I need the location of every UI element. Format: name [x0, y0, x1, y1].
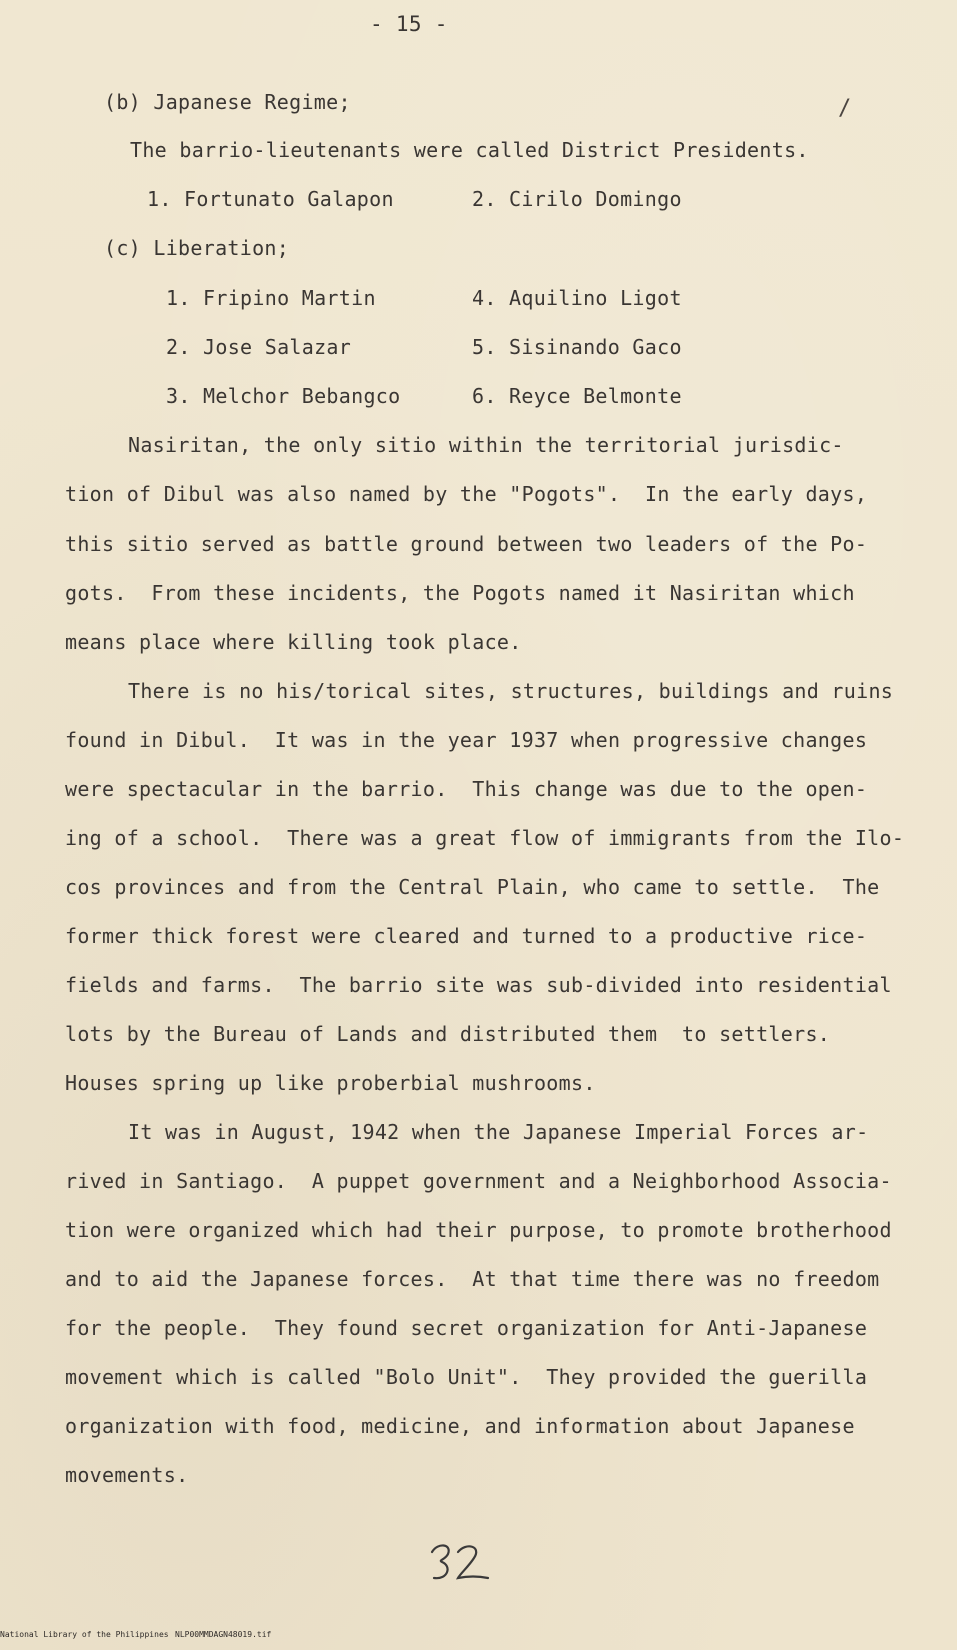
paragraph-3-line: rived in Santiago. A puppet government and a Neighborhood Associa-: [65, 1169, 892, 1193]
paragraph-2-line: cos provinces and from the Central Plain, who came to settle. The: [65, 875, 880, 899]
paragraph-2-line: were spectacular in the barrio. This change was due to the open-: [65, 777, 868, 801]
check-mark: /: [838, 96, 852, 121]
liberation-name-3: 3. Melchor Bebangco: [166, 384, 401, 408]
paragraph-3-line: tion were organized which had their purpose, to promote brotherhood: [65, 1218, 892, 1242]
paragraph-3-line: movement which is called "Bolo Unit". They provided the guerilla: [65, 1365, 868, 1389]
paragraph-1-line: tion of Dibul was also named by the "Pogots". In the early days,: [65, 482, 868, 506]
paragraph-2-line: found in Dibul. It was in the year 1937 when progressive changes: [65, 728, 868, 752]
paragraph-3-line: for the people. They found secret organization for Anti-Japanese: [65, 1316, 868, 1340]
footer-library-name: National Library of the Philippines: [0, 1630, 169, 1639]
paragraph-2-line: former thick forest were cleared and turned to a productive rice-: [65, 924, 868, 948]
page-number: - 15 -: [370, 12, 448, 36]
paragraph-1-line: this sitio served as battle ground between two leaders of the Po-: [65, 532, 868, 556]
liberation-name-5: 5. Sisinando Gaco: [472, 335, 682, 359]
district-president-1: 1. Fortunato Galapon: [147, 187, 394, 211]
paragraph-3-line: organization with food, medicine, and information about Japanese: [65, 1414, 855, 1438]
footer-file-name: NLP00MMDAGN48019.tif: [175, 1630, 272, 1639]
liberation-name-6: 6. Reyce Belmonte: [472, 384, 682, 408]
handwritten-page-number: [426, 1538, 490, 1584]
section-c-heading: (c) Liberation;: [104, 236, 290, 260]
district-president-2: 2. Cirilo Domingo: [472, 187, 682, 211]
liberation-name-2: 2. Jose Salazar: [166, 335, 352, 359]
section-b-heading: (b) Japanese Regime;: [104, 90, 351, 114]
paragraph-2-line: ing of a school. There was a great flow of immigrants from the Ilo-: [65, 826, 905, 850]
liberation-name-1: 1. Fripino Martin: [166, 286, 376, 310]
paragraph-2-line: fields and farms. The barrio site was sub-divided into residential: [65, 973, 892, 997]
section-b-description: The barrio-lieutenants were called District Presidents.: [130, 138, 809, 162]
paragraph-1-line: means place where killing took place.: [65, 630, 522, 654]
paragraph-2-line: There is no his/torical sites, structures, buildings and ruins: [128, 679, 894, 703]
paragraph-2-line: lots by the Bureau of Lands and distributed them to settlers.: [65, 1022, 831, 1046]
paragraph-3-line: It was in August, 1942 when the Japanese Imperial Forces ar-: [128, 1120, 869, 1144]
paragraph-1-line: Nasiritan, the only sitio within the territorial jurisdic-: [128, 433, 844, 457]
liberation-name-4: 4. Aquilino Ligot: [472, 286, 682, 310]
paragraph-3-line: movements.: [65, 1463, 189, 1487]
paragraph-3-line: and to aid the Japanese forces. At that time there was no freedom: [65, 1267, 880, 1291]
paragraph-1-line: gots. From these incidents, the Pogots named it Nasiritan which: [65, 581, 855, 605]
paragraph-2-line: Houses spring up like proberbial mushrooms.: [65, 1071, 596, 1095]
